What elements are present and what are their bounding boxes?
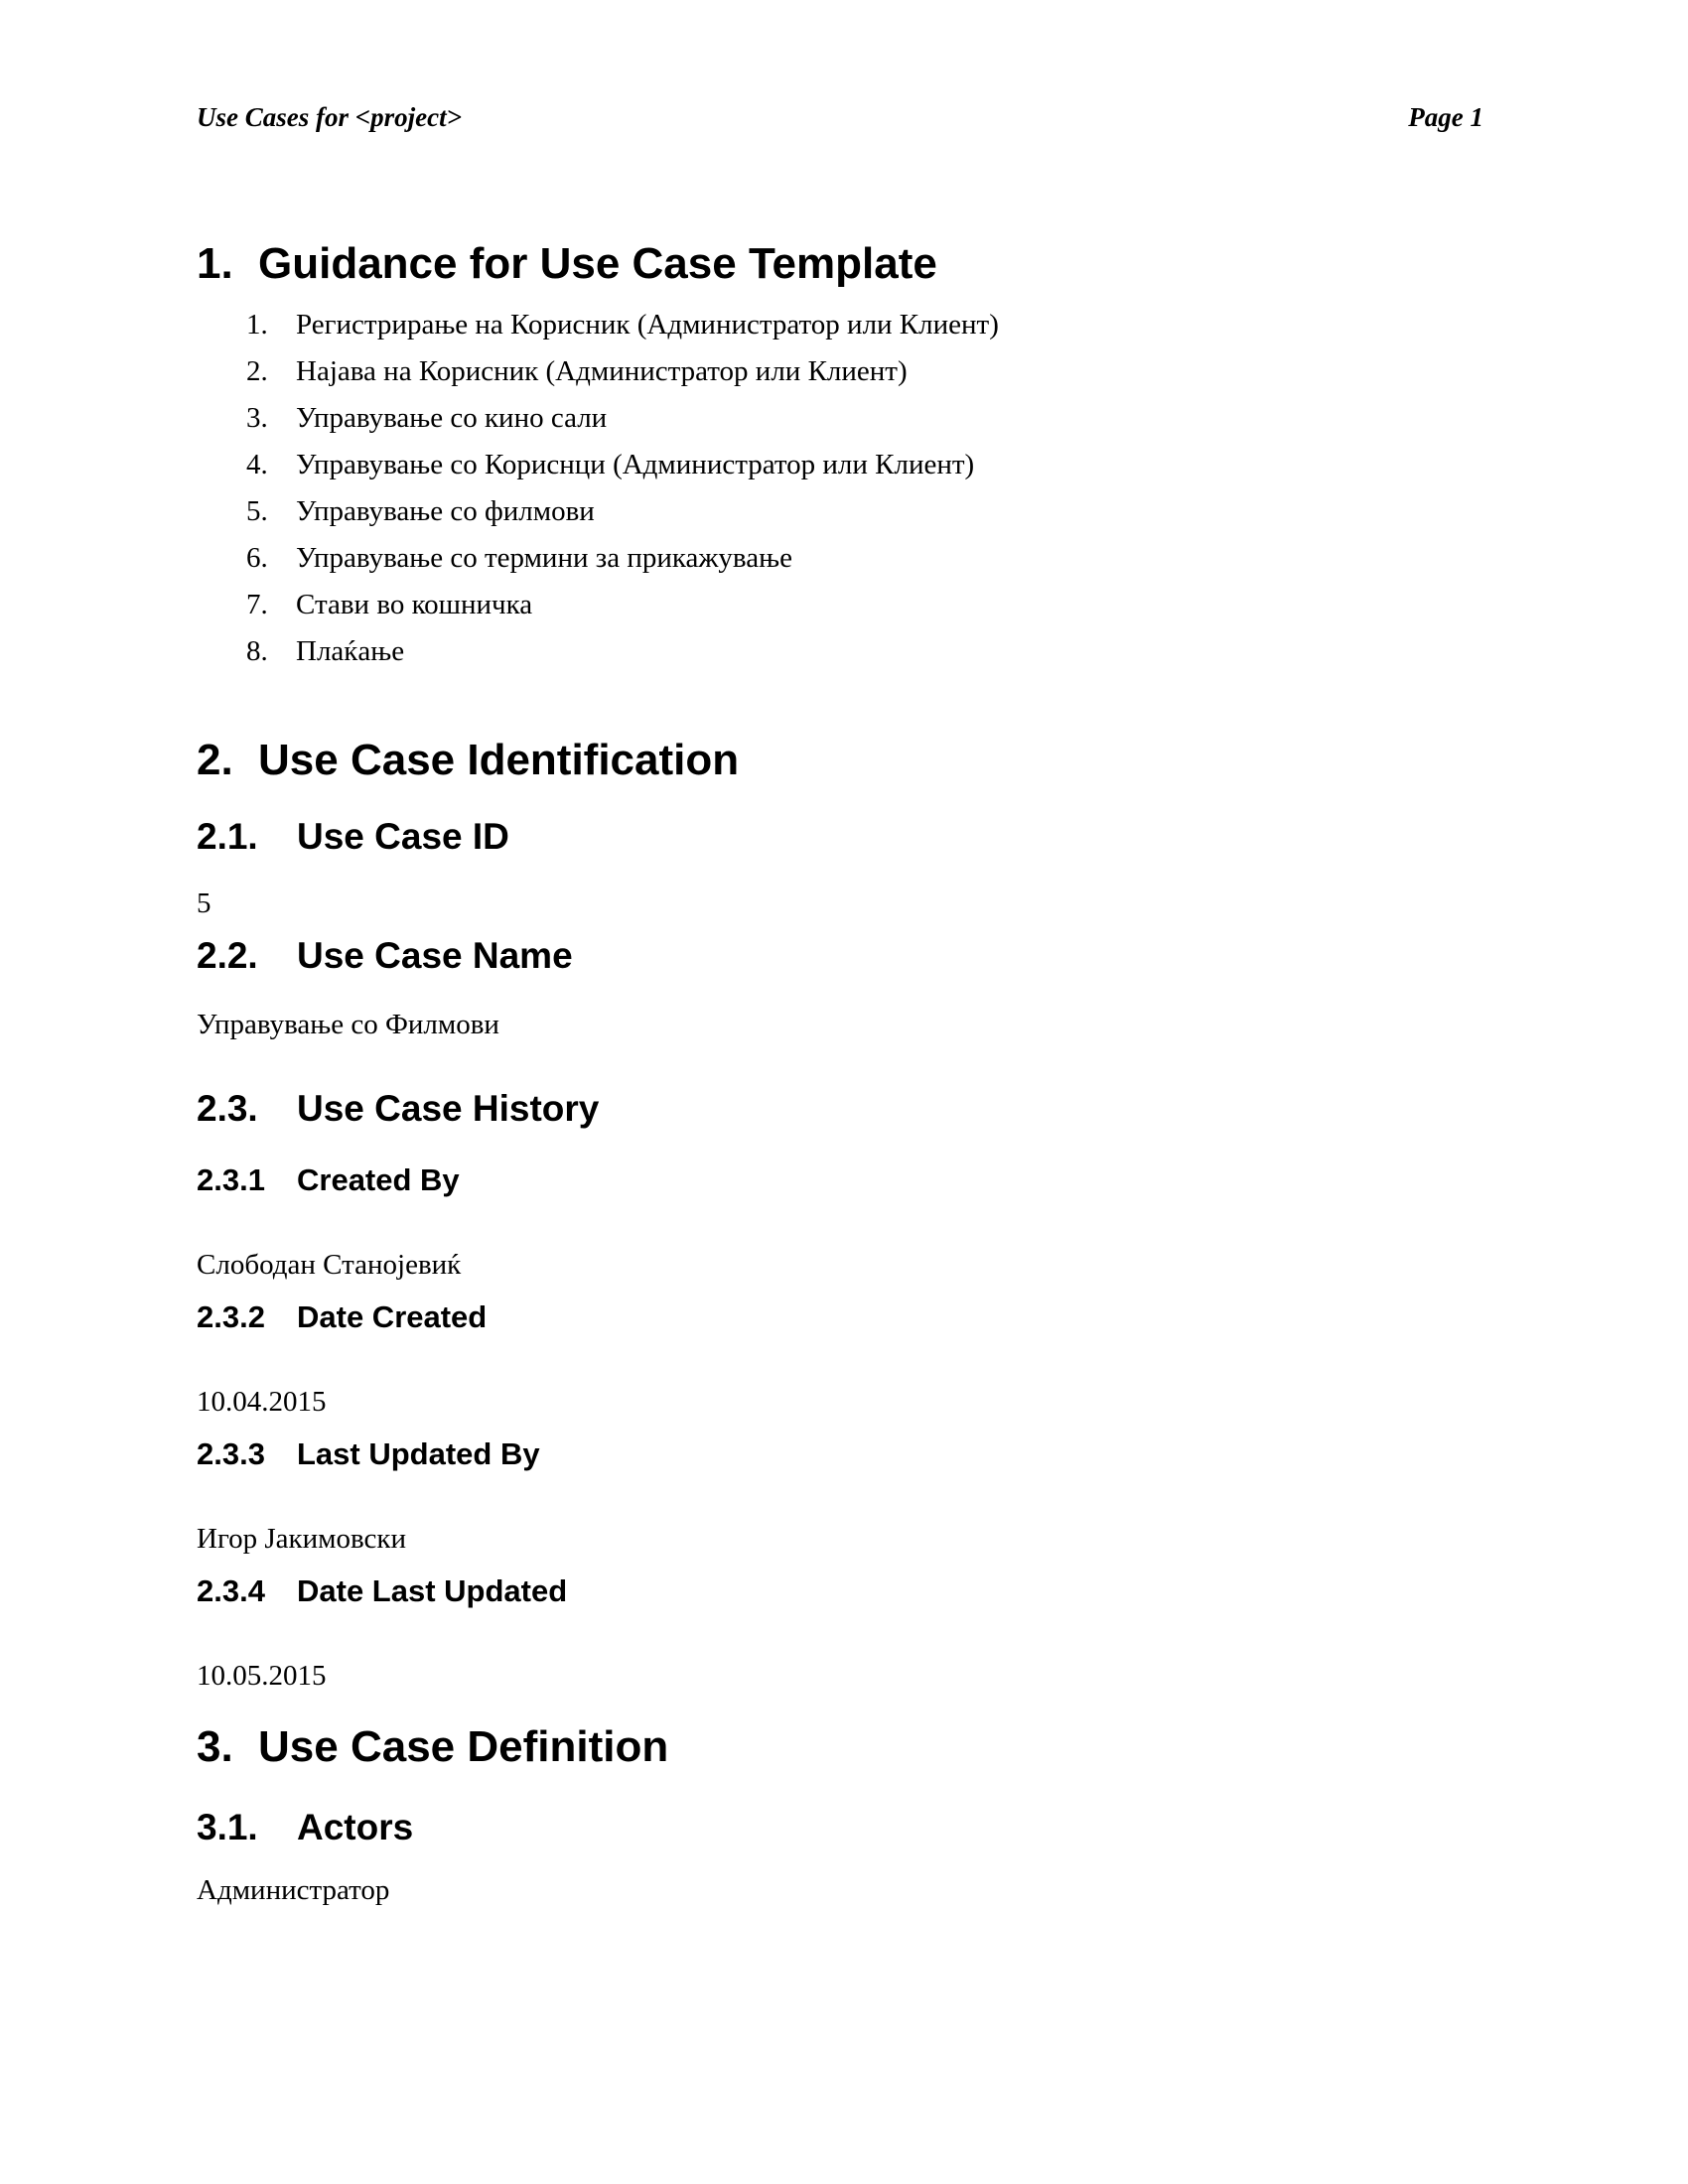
use-case-name-value: Управување со Филмови [197,1009,499,1040]
section-title: Use Case Definition [258,1722,669,1771]
section-number: 3. [197,1722,233,1771]
section-number: 2. [197,736,233,784]
section-title: Use Case ID [297,816,509,857]
list-text: Стави во кошничка [296,589,533,620]
date-last-updated-heading [197,1570,1477,1612]
section-title: Created By [297,1162,460,1197]
section-title: Use Case Identification [258,736,740,784]
document-body [197,234,1477,1910]
last-updated-by-heading [197,1433,1477,1475]
section-title: Guidance for Use Case Template [258,239,937,288]
section-number: 3.1. [197,1807,258,1847]
section-title: Use Case Name [297,935,573,976]
list-number: 8. [246,635,268,667]
section-title: Last Updated By [297,1436,540,1471]
use-case-history-heading [197,1084,1477,1134]
use-case-id-value: 5 [197,887,211,919]
section-3-heading [197,1717,1477,1777]
actors-value: Администратор [197,1874,390,1906]
section-number: 2.2. [197,935,258,976]
created-by-heading [197,1160,1477,1201]
list-item [197,442,1477,488]
date-last-updated-value: 10.05.2015 [197,1660,327,1692]
date-created-heading [197,1297,1477,1338]
section-number: 2.3.1 [197,1162,265,1197]
section-number: 1. [197,239,233,288]
section-number: 2.3.2 [197,1299,265,1334]
use-case-name-heading [197,931,1477,981]
list-number: 6. [246,542,268,574]
list-text: Регистрирање на Корисник (Администратор или Клиент) [296,309,999,341]
list-item [197,348,1477,395]
list-text: Управување со кино сали [296,402,608,434]
list-number: 1. [246,309,268,341]
created-by-value: Слободан Станојевиќ [197,1249,462,1281]
list-number: 4. [246,449,268,480]
use-case-list [197,302,1477,675]
list-item [197,535,1477,582]
list-number: 5. [246,495,268,527]
list-number: 3. [246,402,268,434]
list-item [197,582,1477,628]
actors-heading [197,1803,1477,1852]
list-text: Управување со филмови [296,495,595,527]
header-title: Use Cases for <project> [197,102,462,132]
last-updated-by-value: Игор Јакимовски [197,1523,406,1555]
section-1-heading [197,234,1477,294]
list-item [197,302,1477,348]
list-text: Управување со термини за прикажување [296,542,792,574]
list-item [197,628,1477,675]
date-created-value: 10.04.2015 [197,1386,327,1418]
section-title: Actors [297,1807,414,1847]
page-header [197,97,1483,137]
section-title: Date Last Updated [297,1573,568,1608]
section-number: 2.3. [197,1088,258,1129]
section-2-heading [197,731,1477,790]
list-item [197,488,1477,535]
section-number: 2.3.4 [197,1573,265,1608]
list-text: Управување со Кориснци (Администратор или Клиент) [296,449,975,480]
list-number: 2. [246,355,268,387]
page-number: Page 1 [1408,102,1483,132]
list-text: Плаќање [296,635,405,667]
section-number: 2.3.3 [197,1436,265,1471]
section-number: 2.1. [197,816,258,857]
list-number: 7. [246,589,268,620]
list-item [197,395,1477,442]
section-title: Date Created [297,1299,488,1334]
list-text: Најава на Корисник (Администратор или Клиент) [296,355,908,387]
use-case-id-heading [197,812,1477,862]
section-title: Use Case History [297,1088,600,1129]
